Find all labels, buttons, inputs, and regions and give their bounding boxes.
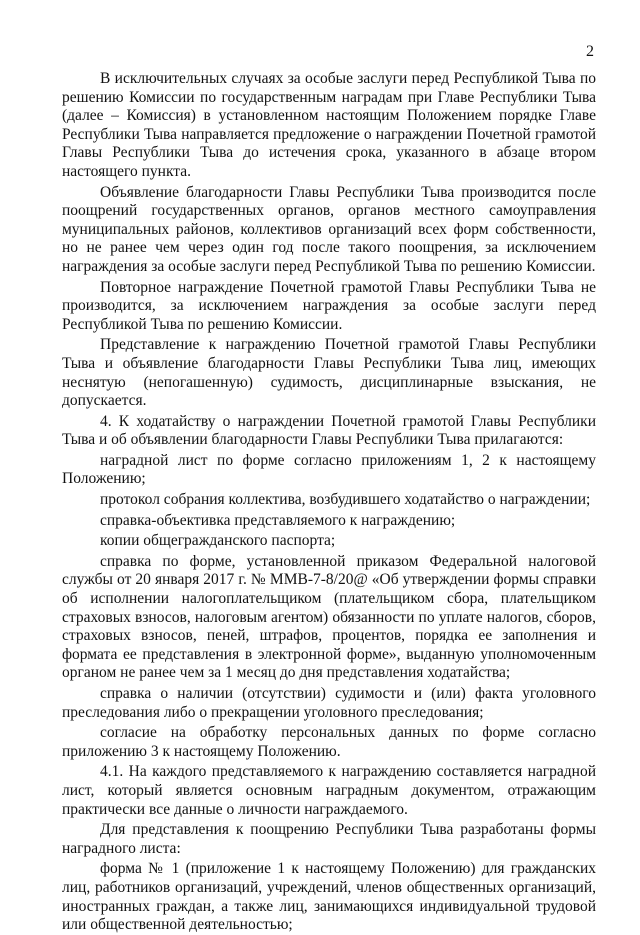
paragraph-award-sheet-forms: Для представления к поощрению Республики Тыва разработаны формы наградного листа: <box>62 821 596 857</box>
list-item-meeting-protocol: протокол собрания коллектива, возбудившего ходатайство о награждении; <box>100 491 591 509</box>
list-item-form-1: форма № 1 (приложение 1 к настоящему Положению) для гражданских лиц, работников организаций, учреждений, членов общественных организаций, иностранных граждан, а также лиц, занимающихся индивидуальной трудовой или общественной деятельностью; <box>62 860 596 934</box>
list-item-passport-copies: копии общегражданского паспорта; <box>100 532 336 550</box>
paragraph-conviction-restriction: Представление к награждению Почетной грамотой Главы Республики Тыва и объявление благодарности Главы Республики Тыва лиц, имеющих неснятую (непогашенную) судимость, дисциплинарные взыскания, не допускается. <box>62 336 596 410</box>
paragraph-item-4-attachments: 4. К ходатайству о награждении Почетной грамотой Главы Республики Тыва и об объявлении благодарности Главы Республики Тыва прилагаются: <box>62 412 596 449</box>
paragraph-exceptional-cases: В исключительных случаях за особые заслуги перед Республикой Тыва по решению Комиссии по государственным наградам при Главе Республики Тыва (далее – Комиссия) в установленном настоящим Положением порядке Главе Республики Тыва направляется предложение о награждении Почетной грамотой Главы Республики Тыва до истечения срока, указанного в абзаце втором настоящего пункта. <box>62 70 596 180</box>
paragraph-item-4-1: 4.1. На каждого представляемого к награждению составляется наградной лист, который является основным наградным документом, отражающим практически все данные о личности награждаемого. <box>62 763 596 818</box>
list-item-objective-reference: справка-объективка представляемого к награждению; <box>100 511 456 529</box>
page-number: 2 <box>586 43 594 60</box>
list-item-personal-data-consent: согласие на обработку персональных данных по форме согласно приложению 3 к настоящему Положению. <box>62 724 596 760</box>
list-item-criminal-record-certificate: справка о наличии (отсутствии) судимости и (или) факта уголовного преследования либо о прекращении уголовного преследования; <box>62 685 596 721</box>
paragraph-gratitude-announcement: Объявление благодарности Главы Республики Тыва производится после поощрений государственных органов, органов местного самоуправления муниципальных районов, коллективов организаций всех форм собственности, но не ранее чем через один год после такого поощрения, за исключением награждения за особые заслуги перед Республикой Тыва по решению Комиссии. <box>62 183 596 275</box>
document-body <box>62 70 596 935</box>
list-item-tax-certificate: справка по форме, установленной приказом Федеральной налоговой службы от 20 января 2017 г. № ММВ-7-8/20@ «Об утверждении формы справки об исполнении налогоплательщиком (плательщиком сбора, плательщиком страховых взносов, налоговым агентом) обязанности по уплате налогов, сборов, страховых взносов, пеней, штрафов, процентов, порядка ее заполнения и формата ее представления в электронной форме», выданную уполномоченным органом не ранее чем за 1 месяц до дня представления ходатайства; <box>62 552 596 682</box>
list-item-award-sheet: наградной лист по форме согласно приложениям 1, 2 к настоящему Положению; <box>62 451 596 488</box>
paragraph-repeat-award: Повторное награждение Почетной грамотой Главы Республики Тыва не производится, за исключением награждения за особые заслуги перед Республикой Тыва по решению Комиссии. <box>62 278 596 333</box>
